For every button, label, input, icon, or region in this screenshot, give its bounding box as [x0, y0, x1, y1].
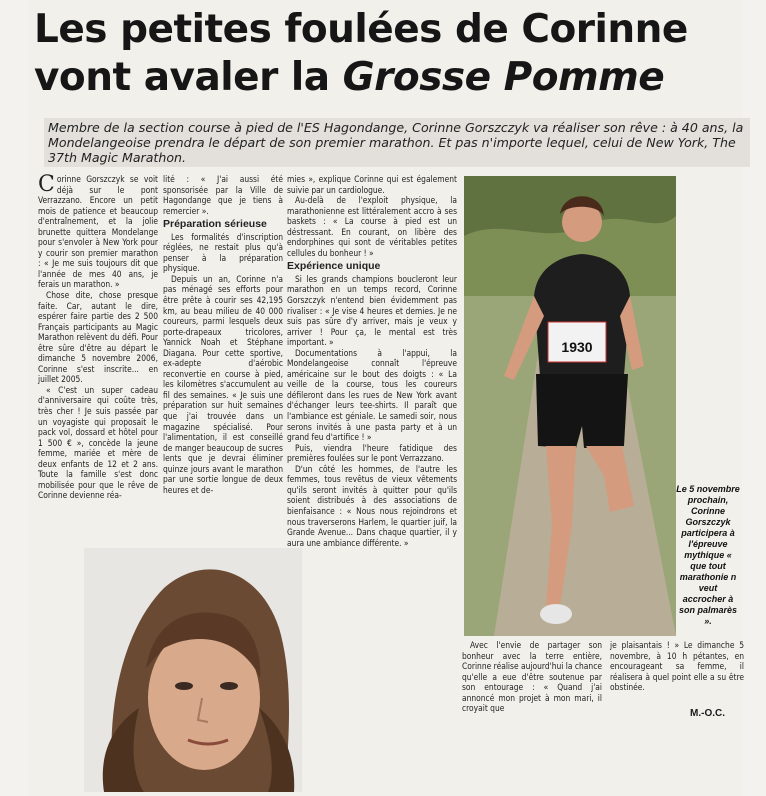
column-3-para-1: mies », explique Corinne qui est également suivie par un cardiologue. — [287, 174, 457, 195]
column-3-para-4: Documentations à l'appui, la Mondelangeoise connaît l'épreuve américaine sur le bout des doigts : « La veille de la course, tous les coureurs défileront dans les rues de New York avant d'échanger leurs tee-shirts. Il paraît que l'ambiance est géniale. Le samedi soir, nous serons invités à une pasta party et à un grand feu d'artifice ! » — [287, 347, 457, 443]
column-3-para-2: Au-delà de l'exploit physique, la marathonienne est littéralement accro à ses baskets : « La course à pied est un déstressant. En courant, on libère des endorphines qui sont de véritables petites cellules du bonheur ! » — [287, 195, 457, 258]
column-3-para-3: Si les grands champions boucleront leur marathon en un temps record, Corinne Gorszczyk n'entend bien évidemment pas rivaliser : « Je vise 4 heures et demies. Je ne suis pas sûre d'y arriver, mais je veux y arriver ! Pour ça, le mental est très important. » — [287, 273, 457, 348]
runner-photo — [464, 176, 676, 636]
headline — [34, 6, 734, 102]
column-4 — [462, 640, 602, 714]
column-1-para-3: « C'est un super cadeau d'anniversaire qui coûte très, très cher ! Je suis passée par un voyagiste qui proposait le pack vol, dossard et hôtel pour 1 500 € », concède la jeune femme, mariée et mère de deux enfants de 12 et 2 ans. Toute la famille s'est donc mobilisée pour que le rêve de Corinne devienne réa- — [38, 384, 158, 501]
column-1-para-1-text: orinne Gorszczyk se voit déjà sur le pont Verrazzano. Encore un petit mois de patience et beaucoup d'entraînement, et la jolie brunette quittera Mondelange pour s'envoler à New York pour y courir son premier marathon : « Je me suis toujours dit que l'année de mes 40 ans, je ferais un marathon. » — [38, 174, 158, 290]
headline-line-1: Les petites foulées de Corinne — [34, 7, 688, 52]
column-1-para-1 — [38, 174, 158, 290]
subheading-experience: Expérience unique — [287, 260, 381, 273]
column-4-para-1: Avec l'envie de partager son bonheur avec la terre entière, Corinne réalise aujourd'hui la chance qu'elle a eue d'être soutenue par son entourage : « Quand j'ai annoncé mon projet à mon mari, il croyait que — [462, 640, 602, 714]
column-2-para-2: Les formalités d'inscription réglées, ne restait plus qu'à penser à la préparation physique. — [163, 231, 283, 274]
author-signature: M.-O.C. — [690, 708, 725, 719]
column-2 — [163, 174, 283, 495]
portrait-photo — [84, 548, 302, 792]
column-3 — [287, 174, 457, 548]
lead-paragraph: Membre de la section course à pied de l'ES Hagondange, Corinne Gorszczyk va réaliser son rêve : à 40 ans, la Mondelangeoise prendra le départ de son premier marathon. Et pas n'importe lequel, celui de New York, The 37th Magic Marathon. — [44, 118, 750, 167]
headline-line-2 — [34, 54, 734, 102]
column-1-para-2: Chose dite, chose presque faite. Car, autant le dire, espérer faire partie des 2 500 Français participants au Magic Marathon relèvent du défi. Pour être sûre d'être au départ le dimanche 5 novembre 2006, Corinne s'est inscrite... en juillet 2005. — [38, 290, 158, 385]
column-1 — [38, 174, 158, 501]
subheading-preparation: Préparation sérieuse — [163, 218, 267, 231]
headline-line-2-italic: Grosse Pomme — [342, 55, 665, 100]
photo-caption: Le 5 novembre prochain, Corinne Gorszczyk participera à l'épreuve mythique « que tout marathonie n veut accrocher à son palmarès ». — [676, 484, 740, 626]
bib-number: 1930 — [561, 339, 593, 355]
headline-line-2-plain: vont avaler la — [34, 55, 343, 100]
drop-cap: C — [38, 172, 55, 197]
column-5 — [610, 640, 744, 693]
column-3-para-5: Puis, viendra l'heure fatidique des premières foulées sur le pont Verrazzano. — [287, 442, 457, 464]
column-3-para-6: D'un côté les hommes, de l'autre les femmes, tous revêtus de vieux vêtements qu'ils seront invités à quitter pour qu'ils soient distribués à des associations de bienfaisance : « Nous nous rejoindrons et nous traverserons Harlem, le quartier juif, la Grande Avenue... Dans chaque quartier, il y aura une ambiance différente. » — [287, 463, 457, 548]
column-2-para-3: Depuis un an, Corinne n'a pas ménagé ses efforts pour être prête à courir ses 42,195 km, au beau milieu de 40 000 coureurs, parmi lesquels deux porte-drapeaux tricolores, Yannick Noah et Stéphane Diagana. Pour cette sportive, ex-adepte d'aérobic reconvertie en course à pied, les kilomètres s'accumulent au fil des semaines. « Je suis une préparation sur huit semaines que j'ai trouvée dans un magazine spécialisé. Pour l'alimentation, il est conseillé de manger beaucoup de sucres lents que je devrai éliminer quinze jours avant le marathon par une sortie longue de deux heures et de- — [163, 273, 283, 495]
column-5-para-1: je plaisantais ! » Le dimanche 5 novembre, à 10 h pétantes, en encourageant sa femme, il réalisera à quel point elle a su être obstinée. — [610, 640, 744, 693]
column-2-para-1: lité : « J'ai aussi été sponsorisée par la Ville de Hagondange que je tiens à remercier ». — [163, 174, 283, 216]
